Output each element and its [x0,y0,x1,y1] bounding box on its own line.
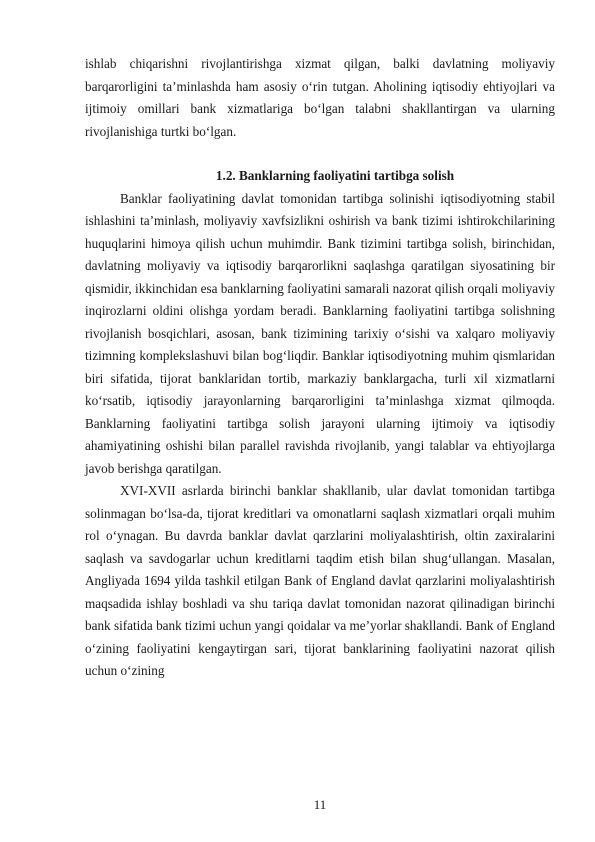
section-heading: 1.2. Banklarning faoliyatini tartibga solish [215,168,455,183]
body-paragraph-2: XVI-XVII asrlarda birinchi banklar shakllanib, ular davlat tomonidan tartibga solinmagan bo‘lsa-da, tijorat kreditlari va omonatlarni saqlash xizmatlari orqali muhim rol o‘ynagan. Bu davrda banklar davlat qarzlarini moliyalashtirish, oltin zaxiralarini saqlash va savdogarlar uchun kreditlarni taqdim etish bilan shug‘ullangan. Masalan, Angliyada 1694 yilda tashkil etilgan Bank of England davlat qarzlarini moliyalashtirish maqsadida ishlay boshladi va shu tariqa davlat tomonidan nazorat qilinadigan birinchi bank sifatida bank tizimi uchun yangi qoidalar va me’yorlar shakllandi. Bank of England o‘zining faoliyatini kengaytirgan sari, tijorat banklarining faoliyatini nazorat qilish uchun o‘zining [85,483,555,678]
body-paragraph-1: Banklar faoliyatining davlat tomonidan tartibga solinishi iqtisodiyotning stabil ishlashini ta’minlash, moliyaviy xavfsizlikni oshirish va bank tizimi ishtirokchilarining huquqlarini himoya qilish uchun muhimdir. Bank tizimini tartibga solish, birinchidan, davlatning moliyaviy va iqtisodiy barqarorlikni saqlashga qaratilgan siyosatining bir qismidir, ikkinchidan esa banklarning faoliyatini samarali nazorat qilish orqali moliyaviy inqirozlarni oldini olishga yordam beradi. Banklarning faoliyatini tartibga solishning rivojlanish bosqichlari, asosan, bank tizimining tarixiy o‘sishi va xalqaro moliyaviy tizimning komplekslashuvi bilan bog‘liqdir. Banklar iqtisodiyotning muhim qismlaridan biri sifatida, tijorat banklaridan tortib, markaziy banklargacha, turli xil xizmatlarni ko‘rsatib, iqtisodiy jarayonlarning barqarorligini ta’minlashga xizmat qilmoqda. Banklarning faoliyatini tartibga solish jarayoni ularning ijtimoiy va iqtisodiy ahamiyatining oshishi bilan parallel ravishda rivojlanib, yangi talablar va ehtiyojlarga javob berishga qaratilgan. [85,190,555,476]
document-page [85,53,555,683]
page-number: 11 [313,797,327,812]
intro-paragraph: ishlab chiqarishni rivojlantirishga xizmat qilgan, balki davlatning moliyaviy barqarorligini ta’minlashda ham asosiy o‘rin tutgan. Aholining iqtisodiy ehtiyojlari va ijtimoiy omillari bank xizmatlariga bo‘lgan talabni shakllantirgan va ularning rivojlanishiga turtki bo‘lgan. [85,56,555,139]
